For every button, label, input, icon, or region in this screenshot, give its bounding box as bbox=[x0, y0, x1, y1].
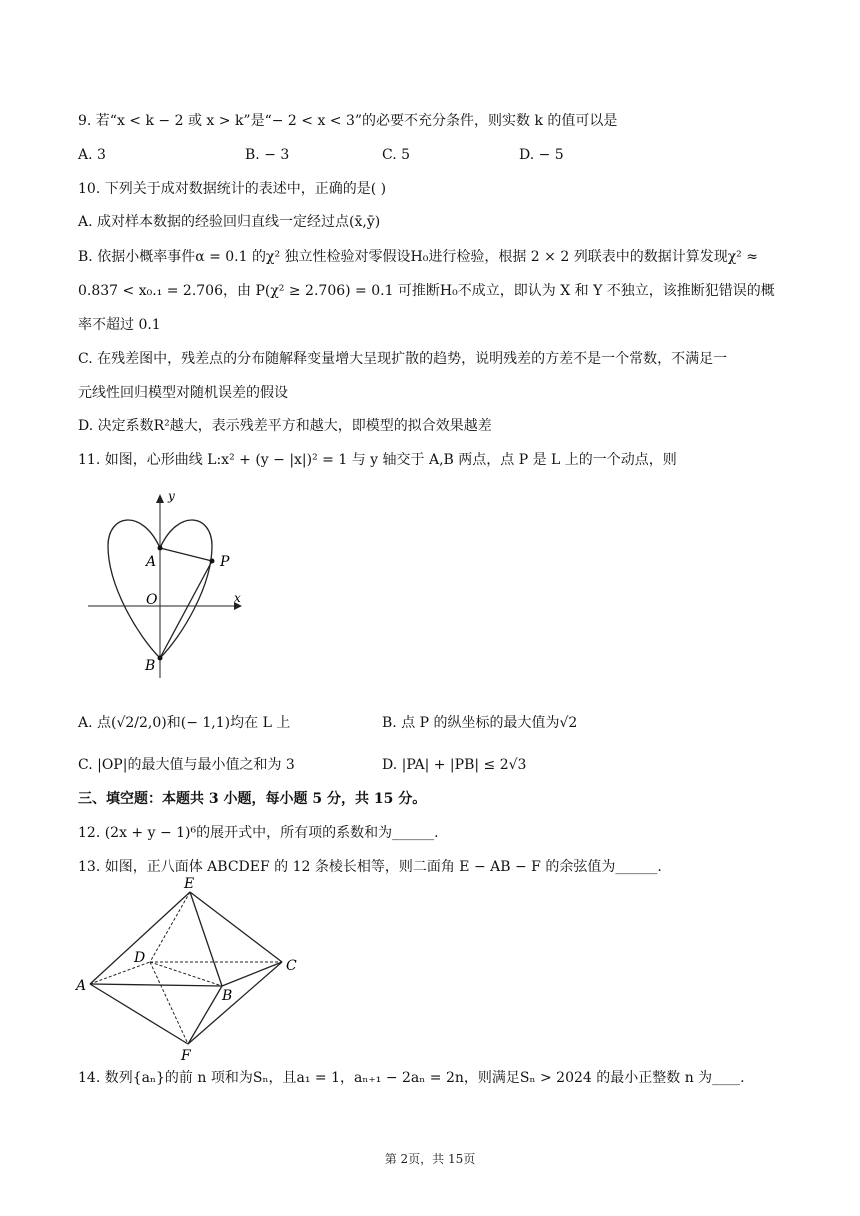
segment-pb bbox=[160, 561, 212, 658]
point-a bbox=[158, 546, 163, 551]
q10-option-c-line1: C. 在残差图中，残差点的分布随解释变量增大呈现扩散的趋势，说明残差的方差不是一个常数，不满足一 bbox=[78, 351, 728, 367]
q10-stem: 10. 下列关于成对数据统计的表述中，正确的是( ) bbox=[78, 181, 387, 197]
q11-option-c: C. |OP|的最大值与最小值之和为 3 bbox=[78, 757, 295, 773]
label-p: P bbox=[220, 554, 230, 570]
label-f: F bbox=[181, 1048, 191, 1064]
segment-pa bbox=[160, 548, 212, 561]
q10-option-b-line3: 率不超过 0.1 bbox=[78, 317, 161, 333]
page-footer: 第 2页，共 15页 bbox=[384, 1152, 476, 1166]
label-c: C bbox=[286, 958, 297, 974]
q9-option-c: C. 5 bbox=[382, 147, 411, 163]
edge-bf bbox=[188, 986, 222, 1044]
q9-option-d: D. − 5 bbox=[519, 147, 564, 163]
q12-stem: 12. (2x + y − 1)⁶的展开式中，所有项的系数和为______. bbox=[78, 825, 439, 841]
q13-stem: 13. 如图，正八面体 ABCDEF 的 12 条棱长相等，则二面角 E − AB − F 的余弦值为______. bbox=[78, 859, 662, 875]
edge-cf bbox=[188, 962, 282, 1044]
point-p bbox=[210, 559, 215, 564]
edge-eb bbox=[190, 892, 222, 986]
q11-stem: 11. 如图，心形曲线 L:x² + (y − |x|)² = 1 与 y 轴交于 A,B 两点，点 P 是 L 上的一个动点，则 bbox=[78, 452, 677, 468]
edge-bc bbox=[222, 962, 282, 986]
label-b: B bbox=[222, 988, 233, 1004]
edge-ec bbox=[190, 892, 282, 962]
label-o: O bbox=[146, 592, 158, 608]
q11-option-b: B. 点 P 的纵坐标的最大值为√2 bbox=[382, 715, 578, 731]
label-y: y bbox=[168, 489, 175, 503]
label-a: A bbox=[76, 978, 87, 994]
label-e: E bbox=[184, 876, 195, 892]
label-b: B bbox=[145, 658, 156, 674]
q9-stem: 9. 若“x < k − 2 或 x > k”是“− 2 < x < 3”的必要不充分条件，则实数 k 的值可以是 bbox=[78, 113, 618, 129]
q9-option-a: A. 3 bbox=[78, 147, 106, 163]
point-b bbox=[158, 656, 163, 661]
label-a: A bbox=[146, 554, 157, 570]
q10-option-b-line1: B. 依据小概率事件α = 0.1 的χ² 独立性检验对零假设H₀进行检验，根据 2 × 2 列联表中的数据计算发现χ² ≈ bbox=[78, 249, 758, 265]
q9-option-b: B. − 3 bbox=[245, 147, 290, 163]
q11-option-a: A. 点(√2/2,0)和(− 1,1)均在 L 上 bbox=[78, 715, 291, 731]
edge-ed bbox=[150, 892, 190, 962]
heart-curve-figure bbox=[80, 486, 260, 686]
diagonal-db bbox=[150, 962, 222, 986]
label-d: D bbox=[134, 950, 146, 966]
section-heading: 三、填空题：本题共 3 小题，每小题 5 分，共 15 分。 bbox=[78, 791, 427, 807]
edge-af bbox=[90, 984, 188, 1044]
q10-option-b-line2: 0.837 < x₀.₁ = 2.706，由 P(χ² ≥ 2.706) = 0.1 可推断H₀不成立，即认为 X 和 Y 不独立，该推断犯错误的概 bbox=[78, 283, 775, 299]
q11-option-d: D. |PA| + |PB| ≤ 2√3 bbox=[382, 757, 527, 773]
octahedron-figure bbox=[74, 876, 304, 1066]
q10-option-a: A. 成对样本数据的经验回归直线一定经过点(x̄,ȳ) bbox=[78, 214, 381, 230]
q14-stem: 14. 数列{aₙ}的前 n 项和为Sₙ，且a₁ = 1，aₙ₊₁ − 2aₙ = 2n，则满足Sₙ > 2024 的最小正整数 n 为____. bbox=[78, 1070, 745, 1086]
q10-option-c-line2: 元线性回归模型对随机误差的假设 bbox=[78, 385, 288, 401]
q10-option-d: D. 决定系数R²越大，表示残差平方和越大，即模型的拟合效果越差 bbox=[78, 418, 492, 434]
y-axis-arrow bbox=[156, 494, 164, 503]
label-x: x bbox=[234, 591, 241, 605]
edge-ab bbox=[90, 984, 222, 986]
